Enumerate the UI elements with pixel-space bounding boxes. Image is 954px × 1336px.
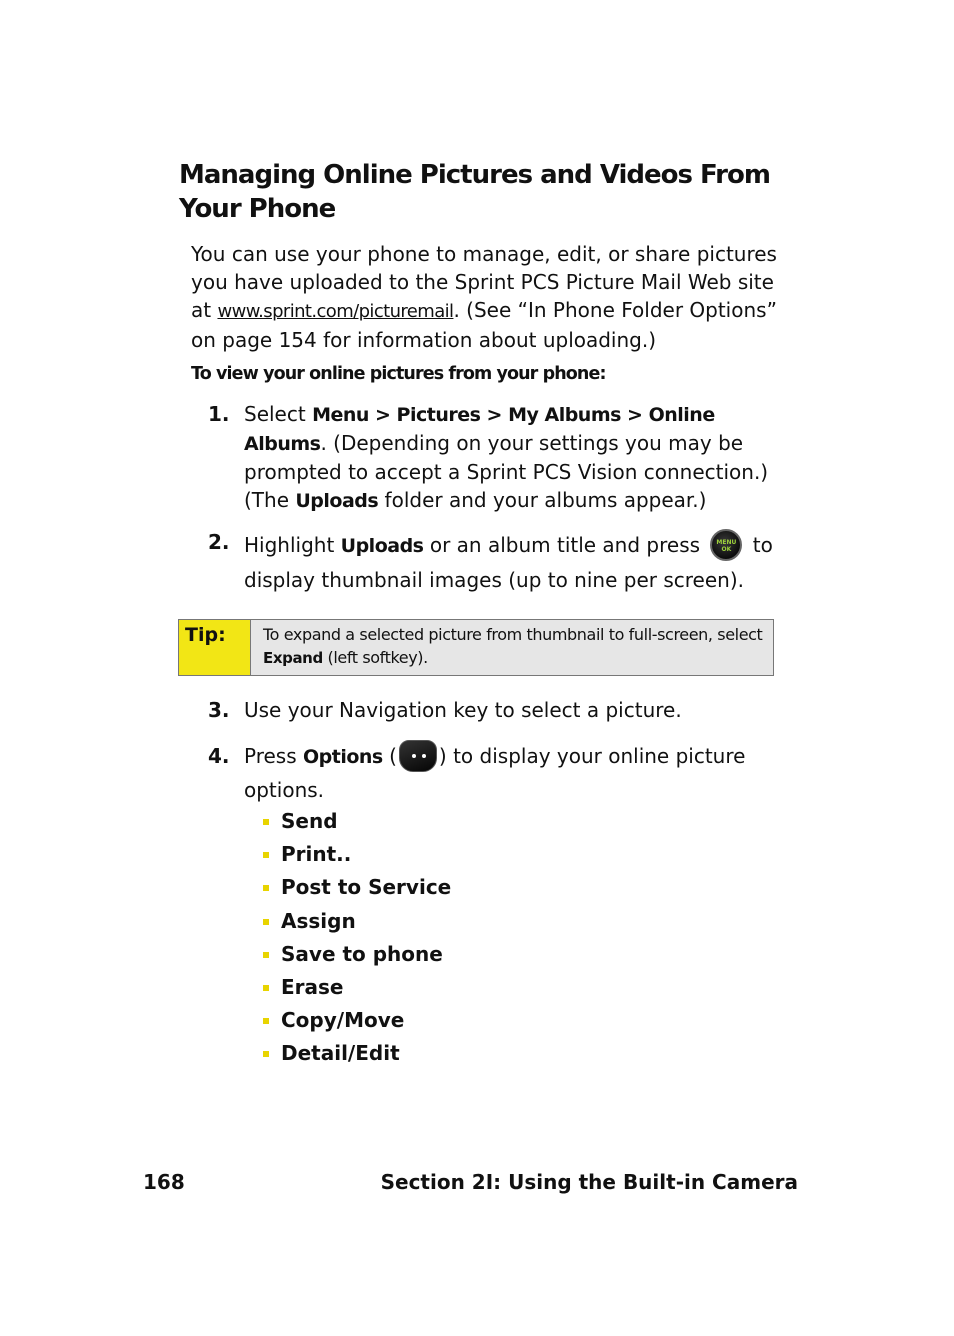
intro-text-continued: . (See “In Phone Folder Options” on page 154 for information about uploading.) — [191, 298, 777, 352]
step-text-part: ( — [382, 744, 397, 768]
step-text-part: . (Depending on your settings you may be prompted to accept a Sprint PCS Vision connection.) (The — [244, 431, 769, 512]
step-text — [244, 400, 784, 515]
menu-ok-key-icon — [710, 529, 742, 561]
uploads-label: Uploads — [340, 535, 424, 557]
menu-ok-key-label: MENU OK — [716, 538, 737, 553]
list-item: Copy/Move — [262, 1004, 451, 1037]
list-item: Print.. — [262, 838, 451, 871]
list-item: Detail/Edit — [262, 1037, 451, 1070]
tip-text-part: (left softkey). — [322, 648, 428, 667]
step-number: 1. — [208, 402, 230, 426]
expand-label: Expand — [263, 649, 323, 667]
step-number: 4. — [208, 744, 230, 768]
step-text — [244, 528, 784, 597]
intro-text: You can use your phone to manage, edit, or share pictures you have uploaded to the Sprint PCS Picture Mail Web site at — [191, 242, 777, 322]
tip-box — [178, 619, 774, 676]
step-text-part: folder and your albums appear.) — [378, 488, 707, 512]
step-text-part: or an album title and press — [423, 533, 707, 557]
picturemail-link[interactable]: www.sprint.com/picturemail — [217, 301, 454, 322]
list-item: Erase — [262, 971, 451, 1004]
options-list — [262, 805, 451, 1071]
step-text-part: Select — [244, 402, 313, 426]
step-text — [244, 740, 784, 807]
step-number: 2. — [208, 530, 230, 554]
step-text: Use your Navigation key to select a picture. — [244, 698, 682, 722]
options-label: Options — [303, 746, 383, 768]
menu-path: Menu > Pictures > My Albums > Online Albums — [244, 404, 715, 455]
tip-text-part: To expand a selected picture from thumbnail to full-screen, select — [263, 625, 763, 644]
step-text-part: ) to display your online picture options. — [244, 744, 746, 802]
list-item: Save to phone — [262, 938, 451, 971]
list-item: Send — [262, 805, 451, 838]
procedure-heading: To view your online pictures from your phone: — [191, 364, 606, 384]
list-item: Post to Service — [262, 871, 451, 904]
tip-text — [263, 623, 763, 670]
step-number: 3. — [208, 698, 230, 722]
tip-label: Tip: — [179, 620, 251, 675]
page-number: 168 — [143, 1170, 185, 1194]
list-item: Assign — [262, 905, 451, 938]
step-text-part: Highlight — [244, 533, 341, 557]
intro-paragraph — [191, 240, 791, 354]
step-text-part: to display thumbnail images (up to nine per screen). — [244, 533, 773, 592]
section-title: Section 2I: Using the Built-in Camera — [380, 1170, 798, 1194]
page-title: Managing Online Pictures and Videos From Your Phone — [179, 160, 770, 224]
uploads-label: Uploads — [295, 490, 379, 512]
right-softkey-icon — [399, 740, 437, 772]
step-text-part: Press — [244, 744, 303, 768]
